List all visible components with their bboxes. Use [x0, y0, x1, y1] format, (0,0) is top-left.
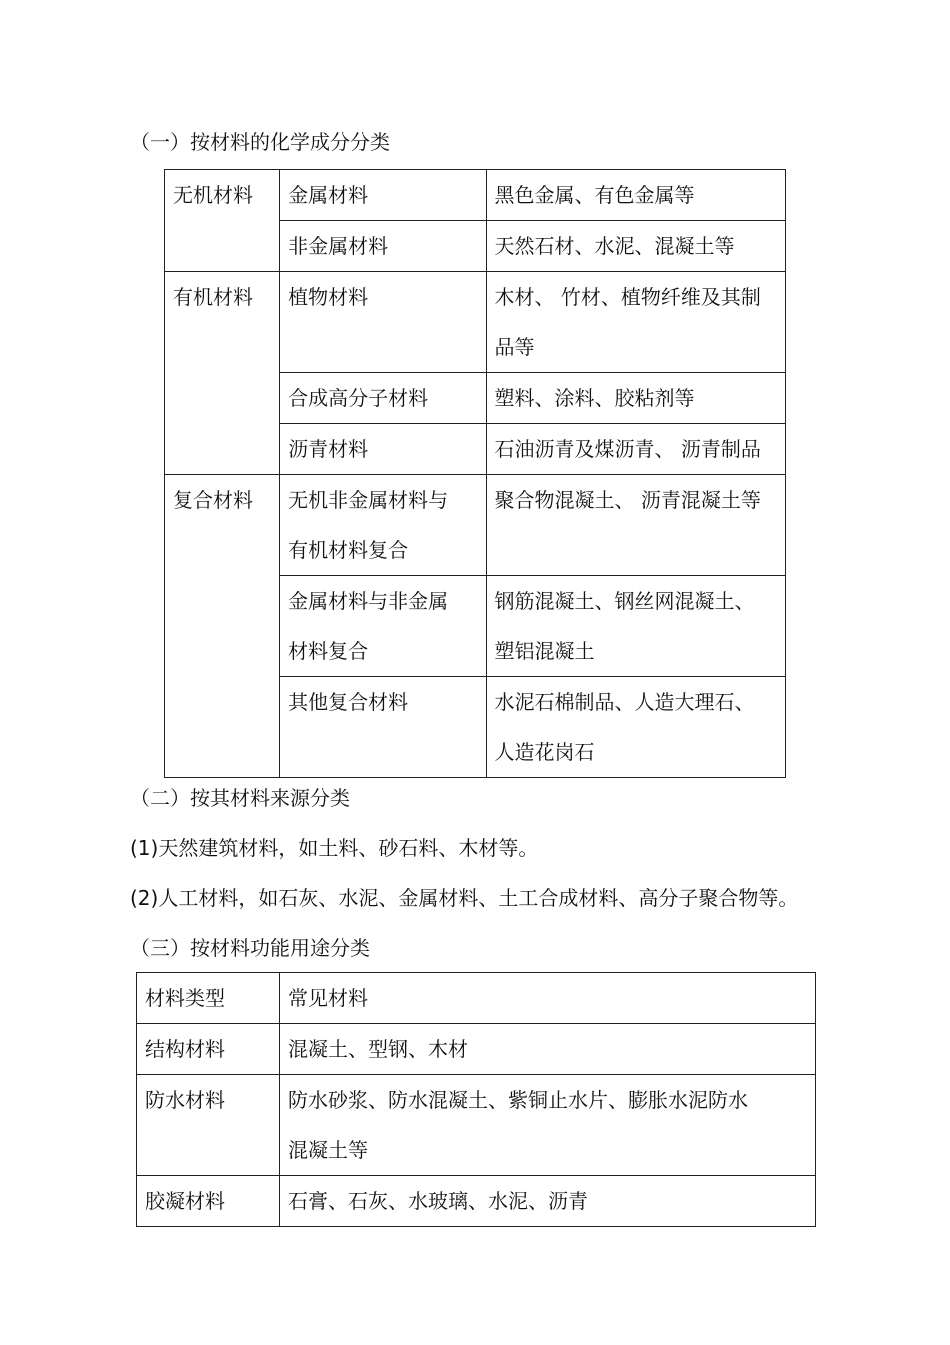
section3-title: （三）按材料功能用途分类: [130, 936, 370, 960]
type-cell: 金属材料与非金属 材料复合: [280, 576, 486, 677]
table-row: [137, 1024, 816, 1075]
type-cell: 沥青材料: [280, 424, 486, 475]
type-cell: 结构材料: [137, 1024, 280, 1075]
examples-cell: 木材、 竹材、植物纤维及其制 品等: [486, 272, 786, 373]
examples-cell: 黑色金属、有色金属等: [486, 170, 786, 221]
category-cell: 有机材料: [165, 272, 280, 475]
materials-cell: 防水砂浆、防水混凝土、紫铜止水片、膨胀水泥防水 混凝土等: [280, 1075, 816, 1176]
type-cell: 防水材料: [137, 1075, 280, 1176]
materials-cell: 混凝土、型钢、木材: [280, 1024, 816, 1075]
type-cell: 无机非金属材料与 有机材料复合: [280, 475, 486, 576]
table-row: [137, 1176, 816, 1227]
category-cell: 无机材料: [165, 170, 280, 272]
examples-cell: 石油沥青及煤沥青、 沥青制品: [486, 424, 786, 475]
header-materials-cell: 常见材料: [280, 973, 816, 1024]
examples-cell: 聚合物混凝土、 沥青混凝土等: [486, 475, 786, 576]
table-row: [137, 1075, 816, 1176]
list-item: (1)天然建筑材料，如土料、砂石料、木材等。: [130, 836, 539, 860]
type-cell: 合成高分子材料: [280, 373, 486, 424]
type-cell: 非金属材料: [280, 221, 486, 272]
table-row: [165, 170, 786, 221]
examples-cell: 塑料、涂料、胶粘剂等: [486, 373, 786, 424]
materials-cell: 石膏、石灰、水玻璃、水泥、沥青: [280, 1176, 816, 1227]
examples-cell: 钢筋混凝土、钢丝网混凝土、 塑铝混凝土: [486, 576, 786, 677]
table-row: [165, 475, 786, 576]
type-cell: 金属材料: [280, 170, 486, 221]
examples-cell: 天然石材、水泥、混凝土等: [486, 221, 786, 272]
chemical-composition-table: [164, 169, 786, 778]
examples-cell: 水泥石棉制品、人造大理石、 人造花岗石: [486, 677, 786, 778]
type-cell: 植物材料: [280, 272, 486, 373]
type-cell: 胶凝材料: [137, 1176, 280, 1227]
section2-title: （二）按其材料来源分类: [130, 786, 350, 810]
table-row: [165, 272, 786, 373]
list-item: (2)人工材料，如石灰、水泥、金属材料、土工合成材料、高分子聚合物等。: [130, 886, 799, 910]
section1-title: （一）按材料的化学成分分类: [130, 130, 390, 154]
category-cell: 复合材料: [165, 475, 280, 778]
header-type-cell: 材料类型: [137, 973, 280, 1024]
table-header-row: [137, 973, 816, 1024]
type-cell: 其他复合材料: [280, 677, 486, 778]
function-use-table: [136, 972, 816, 1227]
